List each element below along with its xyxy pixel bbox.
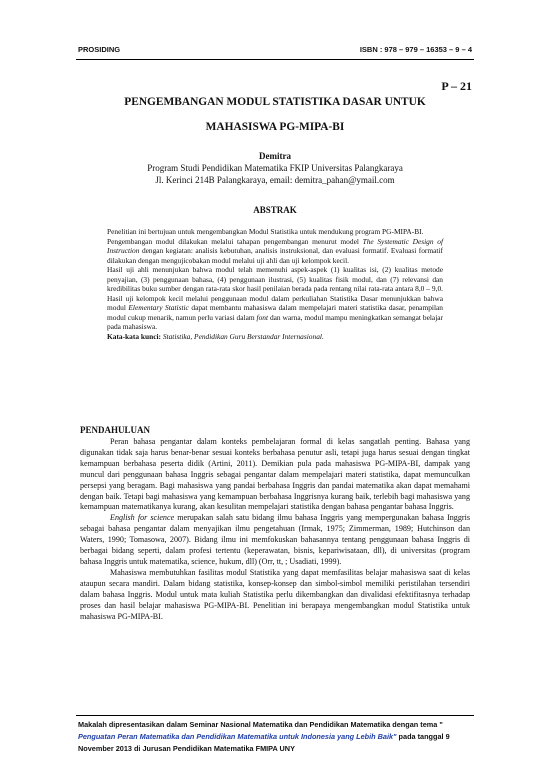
abstract-body	[107, 227, 443, 341]
author-affiliation: Program Studi Pendidikan Matematika FKIP Universitas Palangkaraya	[147, 163, 403, 173]
section-heading: PENDAHULUAN	[80, 425, 151, 435]
paper-code: P – 21	[441, 79, 472, 93]
abstract-paragraph-2: Pengembangan modul dilakukan melalui tahapan pengembangan menurut model The Systematic Design of Instruction dengan kegiatan: analisis kebutuhan, analisis instruksional, dan evaluasi formatif. Evaluasi formatif dilakukan dengan mengujicobakan modul melalui uji ahli dan uji kelompok kecil.	[107, 236, 444, 265]
header-rule	[76, 59, 474, 60]
body-paragraph-2: English for science merupakan salah satu bidang ilmu bahasa Inggris yang mempergunakan bahasa Inggris sebagai bahasa pengantar dalam menyajikan ilmu pengetahuan (Irmak, 1975; Zimmerman, 1989; Hutchinson dan Waters, 1990; Tomasowa, 2007). Bidang ilmu ini memfokuskan bahasannya tentang penggunaan bahasa Inggris di berbagai bidang seperti, dalam profesi tertentu (keperawatan, bisnis, kepariwisataan, dll), di universitas (program bahasa Inggris untuk matematika, science, hukum, dll) (Orr, tt, ; Usadiati, 1999).	[80, 513, 470, 566]
footer-theme: Penguatan Peran Matematika dan Pendidikan Matematika untuk Indonesia yang Lebih Baik"	[78, 732, 397, 742]
author-address: Jl. Kerinci 214B Palangkaraya, email: demitra_pahan@ymail.com	[155, 175, 395, 185]
header-left: PROSIDING	[78, 45, 121, 54]
footer-rule	[76, 715, 474, 716]
running-header	[78, 45, 472, 57]
abstract-heading: ABSTRAK	[253, 205, 297, 215]
body-paragraph-3: Mahasiswa membutuhkan fasilitas modul Statistika yang dapat memfasilitas belajar mahasiswa saat di kelas ataupun secara mandiri. Dalam bidang statistika, konsep-konsep dan simbol-simbol memiliki peristilahan tersendiri dalam bahasa Inggris. Modul untuk mata kuliah Statistika perlu dikembangkan dan divalidasi efektifitasnya terhadap proses dan hasil belajar mahasiswa PG-MIPA-BI. Penelitian ini berapaya mengembangkan modul Statistika untuk mahasiswa PG-MIPA-BI.	[80, 567, 470, 621]
title-line-2: MAHASISWA PG-MIPA-BI	[205, 121, 345, 133]
keywords: Kata-kata kunci: Statistika, Pendidikan Guru Berstandar Internasional.	[107, 331, 324, 341]
title-line-1: PENGEMBANGAN MODUL STATISTIKA DASAR UNTUK	[124, 96, 426, 108]
author-name: Demitra	[259, 151, 291, 161]
footer-note: Makalah dipresentasikan dalam Seminar Nasional Matematika dan Pendidikan Matematika dengan tema " Penguatan Peran Matematika dan Pendidikan Matematika untuk Indonesia yang Lebih Baik" pada tanggal 9 November 2013 di Jurusan Pendidikan Matematika FMIPA UNY	[78, 720, 450, 754]
section-body	[80, 437, 470, 622]
abstract-paragraph-1: Penelitian ini bertujuan untuk mengembangkan Modul Statistika untuk mendukung program PG-MIPA-BI.	[107, 227, 424, 236]
body-paragraph-1: Peran bahasa pengantar dalam konteks pembelajaran formal di kelas sangatlah penting. Bahasa yang digunakan tidak saja harus benar-benar sesuai konteks berbahasa penutur asli, tetapi juga harus sesuai dengan tingkat kemampuan berbahasa peserta didik (Artini, 2011). Demikian pula pada mahasiswa PG-MIPA-BI, dampak yang muncul dari penggunaan bahasa Inggris sebagai pengantar dalam mempelajari materi statistika, dapat memunculkan persepsi yang beragam. Bagi mahasiswa yang pandai berbahasa Inggris dan pandai matematika akan dapat memahami dengan baik. Tetapi bagi mahasiswa yang kemampuan berbahasa Inggrisnya kurang baik, terlebih bagi mahasiswa yang kemampuan matematikanya kurang, akan kesulitan mempelajari statistika dengan bahasa pengantar bahasa Inggris.	[80, 437, 470, 512]
header-isbn: ISBN : 978 – 979 – 16353 – 9 – 4	[359, 45, 472, 54]
abstract-paragraph-3: Hasil uji ahli menunjukan bahwa modul telah memenuhi aspek-aspek (1) kualitas isi, (2) kualitas metode penyajian, (3) penggunaan bahasa, (4) penggunaan ilustrasi, (5) kualitas fisik modul, dan (7) relevansi dan kredibilitas buku sumber dengan rata-rata skor hasil penilaian berada pada rentang nilai rata-rata antara 8,0 – 9,0. Hasil uji kelompok kecil melalui penggunaan modul dalam perkuliahan Statistika Dasar menunjukkan bahwa modul Elementary Statistic dapat membantu mahasiswa dalam mempelajari materi statistika dasar, penampilan modul cukup menarik, namun perlu variasi dalam font dan warna, modul mampu meningkatkan semangat belajar pada mahasiswa.	[107, 265, 443, 331]
